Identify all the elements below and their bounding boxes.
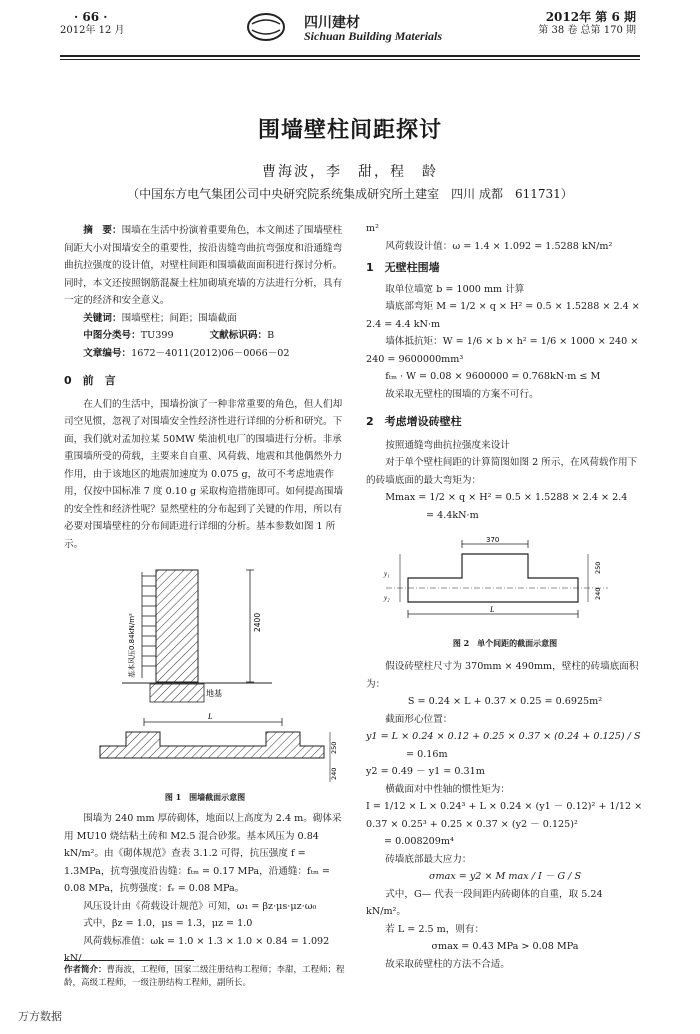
- journal-logo: [244, 12, 454, 44]
- height-value: 2400: [253, 612, 262, 632]
- article-no-value: 1672－4011(2012)06－0066－02: [131, 347, 290, 359]
- doc-code-label: 文献标识码：: [209, 330, 268, 341]
- wind-standard-line: 风荷载标准值：ωk = 1.0 × 1.3 × 1.0 × 0.84 = 1.092 kN/: [64, 935, 330, 964]
- figure-2: [378, 534, 640, 634]
- s1-line-2: 墙底部弯矩 M = 1/2 × q × H² = 0.5 × 1.5288 × 2.4 × 2.4 = 4.4 kN·m: [366, 301, 640, 330]
- journal-name-cn: 四川建材: [304, 15, 360, 31]
- s2-line-4: = 4.4kN·m: [426, 509, 479, 521]
- wind-design-value: 风荷载设计值：ω = 1.4 × 1.092 = 1.5288 kN/m²: [385, 240, 613, 252]
- publication-date: 2012年 12 月: [60, 25, 125, 36]
- author-footnote: [64, 964, 346, 990]
- page-number: · 66 ·: [74, 10, 108, 24]
- keywords-text: 围墙壁柱；间距；围墙截面: [121, 312, 237, 324]
- s1-line-5: 故采取无壁柱的围墙的方案不可行。: [385, 388, 539, 400]
- y2-label: y₂: [384, 594, 390, 602]
- doc-code-value: B: [267, 330, 275, 341]
- author-note-label: 作者简介：: [64, 965, 107, 975]
- s3-centroid-value: = 0.16m: [406, 748, 448, 760]
- s2-line-1: 按照通缝弯曲抗拉强度来设计: [385, 439, 510, 451]
- keywords: [64, 310, 346, 328]
- wind-pressure-label: 基本风压0.84kN/m²: [128, 613, 136, 678]
- plan-L-label: L: [208, 712, 213, 721]
- abstract-text: 围墙在生活中扮演着重要角色，本文阐述了围墙壁柱间距大小对围墙安全的重要性，按沿齿缝弯曲抗弯强度和沿通缝弯曲抗拉强度的设计值，对壁柱间距和围墙截面面积进行探讨分析。同时，本文还按照钢筋混凝土柱加砌填充墙的方法进行分析，具有一定的经济和安全意义。: [64, 225, 343, 306]
- wind-formula-line: 风压设计由《荷载设计规范》可知，ω₁ = βz·μs·μz·ω₀: [83, 900, 317, 912]
- article-number-line: [64, 345, 346, 363]
- fig2-dim-250: 250: [594, 561, 602, 574]
- footnote-rule: [64, 960, 194, 961]
- s3-inertia-label: 横截面对中性轴的惯性矩为：: [385, 783, 510, 795]
- s1-line-1: 取单位墙宽 b = 1000 mm 计算: [385, 283, 525, 295]
- s1-line-3: 墙体抵抗矩：W = 1/6 × b × h² = 1/6 × 1000 × 240 × 240 = 9600000mm³: [366, 336, 639, 365]
- s2-line-3: Mmax = 1/2 × q × H² = 0.5 × 1.5288 × 2.4 × 2.4: [385, 492, 628, 503]
- s3-area-eq: S = 0.24 × L + 0.37 × 0.25 = 0.6925m²: [407, 696, 603, 707]
- wall-section: [156, 570, 198, 682]
- s3-centroid-eq: y1 = L × 0.24 × 0.12 + 0.25 × 0.37 × (0.24 + 0.125) / S: [366, 731, 641, 742]
- article-affiliation: （中国东方电气集团公司中央研究院系统集成研究所土建室 四川 成都 611731）: [127, 187, 573, 201]
- foundation: [150, 684, 204, 702]
- abstract: [64, 222, 346, 310]
- figure-1-drawing: [92, 560, 352, 790]
- section-0-heading: 0 前 言: [64, 374, 116, 387]
- pilaster-width-label: 370: [486, 536, 500, 544]
- volume-label: 第 38 卷 总第 170 期: [538, 25, 636, 36]
- keywords-label: 关键词：: [83, 312, 122, 324]
- figure-1: [92, 560, 352, 790]
- s3-conclusion: 故采取砖壁柱的方法不合适。: [385, 958, 510, 970]
- s3-line-1: 假设砖壁柱尺寸为 370mm × 490mm，壁柱的砖墙底面积为：: [366, 661, 639, 690]
- s3-inertia-value: = 0.008209m⁴: [384, 836, 454, 847]
- s1-line-4: fₜₘ · W = 0.08 × 9600000 = 0.768kN·m ≤ M: [385, 371, 601, 382]
- article-title: 围墙壁柱间距探讨: [257, 118, 442, 143]
- section-2-heading: 2 考虑增设砖壁柱: [366, 415, 462, 428]
- journal-name-en: Sichuan Building Materials: [304, 29, 443, 43]
- section-outline: [408, 554, 578, 602]
- right-column: [366, 220, 644, 524]
- article-no-label: 文章编号：: [83, 347, 132, 359]
- clc-label: 中图分类号：: [83, 330, 141, 341]
- s3-gravity-note: 式中，G— 代表一段间距内砖砌体的自重，取 5.24 kN/m²。: [366, 888, 603, 917]
- s3-stress-result: σmax = 0.43 MPa > 0.08 MPa: [431, 941, 579, 952]
- y1-label: y₁: [384, 570, 390, 578]
- left-column-lower: [64, 810, 346, 968]
- author-note-text: 曹海波，工程师，国家二级注册结构工程师；李甜，工程师；程龄，高级工程师，一级注册结构工程师，副所长。: [64, 965, 345, 988]
- wind-coeff-line: 式中，βz = 1.0，μs = 1.3，μz = 1.0: [83, 918, 253, 929]
- clc-value: TU399: [140, 330, 174, 341]
- s3-L-case: 若 L = 2.5 m，则有：: [385, 923, 485, 935]
- left-column: [64, 222, 346, 553]
- s3-stress-label: 砖墙底部最大应力：: [385, 853, 472, 865]
- page-header-left: [60, 10, 125, 38]
- article-authors: 曹海波，李 甜，程 龄: [262, 164, 438, 180]
- plan-dim-240: 240: [330, 767, 338, 780]
- s3-inertia-eq: I = 1/12 × L × 0.24³ + L × 0.24 × (y1 － 0.12)² + 1/12 × 0.37 × 0.25³ + 0.25 × 0.37 × (y2 － 0.125)²: [366, 801, 643, 830]
- fig2-dim-240: 240: [594, 587, 602, 600]
- abstract-label: 摘 要：: [83, 225, 122, 236]
- wind-load-arrows: [142, 572, 156, 678]
- plan-dim-250: 250: [330, 741, 338, 754]
- classification-line: [64, 327, 346, 345]
- watermark-text: 万方数据: [18, 1010, 62, 1023]
- section-1-heading: 1 无壁柱围墙: [366, 261, 440, 274]
- issue-label: 2012年 第 6 期: [545, 10, 636, 24]
- right-column-lower: [366, 658, 644, 973]
- unit-continuation: m²: [366, 223, 379, 234]
- figure-2-drawing: [378, 534, 640, 634]
- s3-y2-eq: y2 = 0.49 － y1 = 0.31m: [366, 766, 485, 777]
- s3-stress-eq: σmax = y2 × M max / I － G / S: [428, 871, 582, 882]
- s2-line-2: 对于单个壁柱间距的计算简图如图 2 所示，在风荷载作用下的砖墙底面的最大弯矩为：: [366, 457, 638, 486]
- page-header-right: [538, 10, 636, 38]
- figure-2-caption: 图 2 单个间距的截面示意图: [452, 638, 558, 648]
- figure-1-caption: 图 1 围墙截面示意图: [164, 792, 246, 802]
- wall-params-paragraph: 围墙为 240 mm 厚砖砌体，地面以上高度为 2.4 m。砌体采用 MU10 烧结粘土砖和 M2.5 混合砂浆。基本风压为 0.84 kN/m²。由《砌体规范》查表 3.1.2 可得，抗压强度 f = 1.3MPa，抗弯强度沿齿缝：fₜₘ = 0.17 MPa，沿通缝：fₜₘ = 0.08 MPa，抗剪强度：fᵥ = 0.08 MPa。: [64, 813, 342, 894]
- span-L-label: L: [490, 605, 495, 614]
- s3-centroid-label: 截面形心位置：: [385, 713, 453, 725]
- journal-emblem-icon: [244, 12, 454, 44]
- foundation-label: 地基: [206, 689, 222, 698]
- plan-section: [100, 732, 324, 758]
- header-rule: [60, 55, 640, 57]
- intro-paragraph: 在人们的生活中，围墙扮演了一种非常重要的角色，但人们却司空见惯，忽视了对围墙安全性经济性进行详细的分析和研究。下面，我们就对孟加拉某 50MW 柴油机电厂的围墙进行分析。非承重围墙所受的荷载，主要来自自重、风荷载、地震和其他偶然外力作用，由于该地区的地震加速度为 0.075 g，故可不考虑地震作用，仅按中国标准 7 度 0.10 g 采取构造措施即可。如何提高围墙的安全性和经济性呢？显然壁柱的分布起到了关键的作用，所以有必要对围墙壁柱的分布间距进行详细的分析。基本参数如图 1 所示。: [64, 398, 344, 550]
- header-rule-thin: [60, 59, 640, 60]
